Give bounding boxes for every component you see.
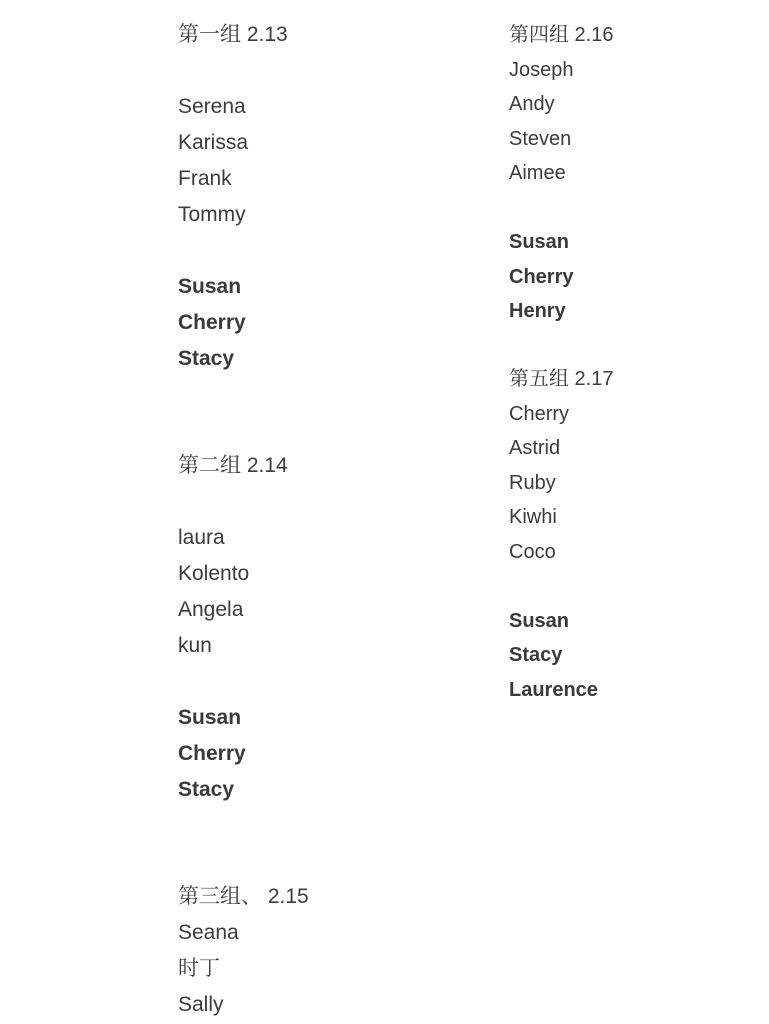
group-5 bbox=[509, 362, 613, 707]
group-1 bbox=[178, 17, 288, 377]
leader-name: Stacy bbox=[178, 347, 235, 370]
leader-name: Cherry bbox=[178, 311, 246, 334]
member-name: Aimee bbox=[509, 162, 566, 184]
member-name: Karissa bbox=[178, 131, 249, 154]
member-name: Astrid bbox=[509, 437, 561, 459]
member-name: Coco bbox=[509, 540, 556, 563]
member-name: Kolento bbox=[178, 562, 250, 585]
member-name: kun bbox=[178, 634, 212, 657]
member-name: Joseph bbox=[509, 58, 574, 81]
leader-name: Cherry bbox=[178, 742, 246, 765]
spacer bbox=[509, 569, 613, 604]
leader-name: Susan bbox=[509, 231, 570, 253]
member-name: Angela bbox=[178, 598, 244, 621]
leader-name: Cherry bbox=[509, 265, 574, 288]
leader-name: Susan bbox=[509, 609, 570, 632]
member-name: 时丁 bbox=[178, 957, 220, 980]
member-name: Kiwhi bbox=[509, 506, 557, 528]
member-name: Frank bbox=[178, 167, 232, 190]
spacer bbox=[509, 191, 613, 226]
leader-name: Stacy bbox=[509, 644, 563, 666]
member-name: Tommy bbox=[178, 203, 246, 226]
spacer bbox=[178, 53, 288, 89]
group-3 bbox=[178, 879, 309, 1023]
group-title: 第二组 2.14 bbox=[178, 454, 288, 477]
group-title: 第一组 2.13 bbox=[178, 23, 288, 46]
leader-name: Stacy bbox=[178, 778, 235, 801]
group-title: 第四组 2.16 bbox=[509, 24, 614, 46]
group-title: 第三组、 2.15 bbox=[178, 885, 309, 908]
spacer bbox=[178, 664, 288, 700]
leader-name: Susan bbox=[178, 706, 242, 729]
member-name: Serena bbox=[178, 95, 246, 118]
leader-name: Susan bbox=[178, 275, 242, 298]
group-4 bbox=[509, 18, 613, 329]
member-name: Steven bbox=[509, 127, 572, 150]
group-title: 第五组 2.17 bbox=[509, 368, 614, 390]
member-name: Andy bbox=[509, 93, 555, 115]
leader-name: Henry bbox=[509, 300, 566, 322]
leader-name: Laurence bbox=[509, 678, 598, 701]
spacer bbox=[178, 484, 288, 520]
member-name: Sally bbox=[178, 993, 224, 1016]
member-name: laura bbox=[178, 526, 225, 549]
member-name: Ruby bbox=[509, 471, 556, 494]
member-name: Cherry bbox=[509, 402, 570, 425]
member-name: Seana bbox=[178, 921, 239, 944]
group-2 bbox=[178, 448, 288, 808]
spacer bbox=[178, 233, 288, 269]
